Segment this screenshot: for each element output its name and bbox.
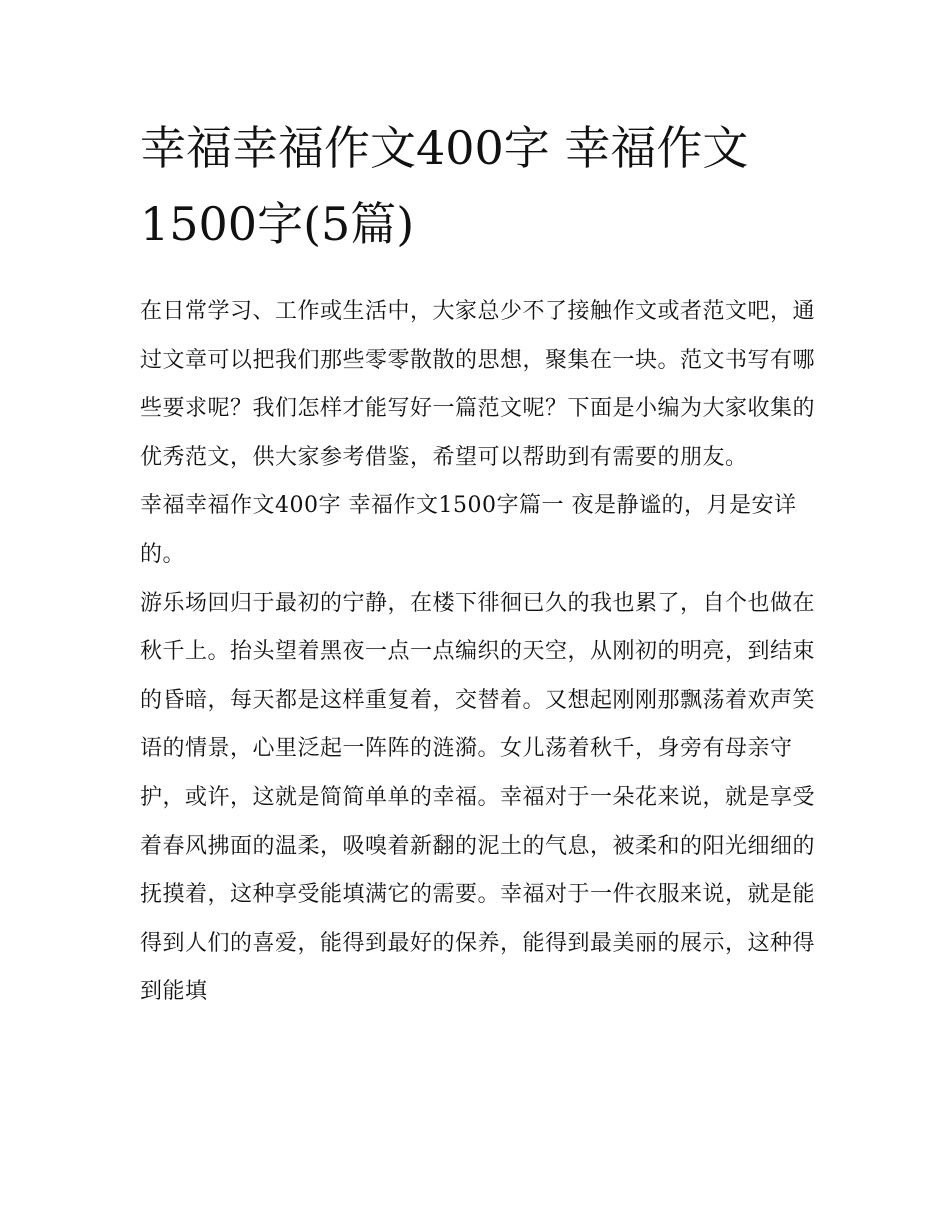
document-title: 幸福幸福作文400字 幸福作文1500字(5篇)	[140, 121, 749, 251]
document-page	[140, 110, 820, 1017]
paragraph-intro: 在日常学习、工作或生活中，大家总少不了接触作文或者范文吧，通过文章可以把我们那些零零散散的思想，聚集在一块。范文书写有哪些要求呢？我们怎样才能写好一篇范文呢？下面是小编为大家收集的优秀范文，供大家参考借鉴，希望可以帮助到有需要的朋友。	[140, 299, 816, 470]
paragraph-essay-heading: 幸福幸福作文400字 幸福作文1500字篇一 夜是静谧的，月是安详的。	[140, 493, 797, 567]
paragraph-essay-body: 游乐场回归于最初的宁静，在楼下徘徊已久的我也累了，自个也做在秋千上。抬头望着黑夜一点一点编织的天空，从刚初的明亮，到结束的昏暗，每天都是这样重复着，交替着。又想起刚刚那飘荡着欢声笑语的情景，心里泛起一阵阵的涟漪。女儿荡着秋千，身旁有母亲守护，或许，这就是简简单单的幸福。幸福对于一朵花来说，就是享受着春风拂面的温柔，吸嗅着新翻的泥土的气息，被柔和的阳光细细的抚摸着，这种享受能填满它的需要。幸福对于一件衣服来说，就是能得到人们的喜爱，能得到最好的保养，能得到最美丽的展示，这种得到能填	[140, 590, 816, 1005]
document-body	[140, 288, 820, 1017]
